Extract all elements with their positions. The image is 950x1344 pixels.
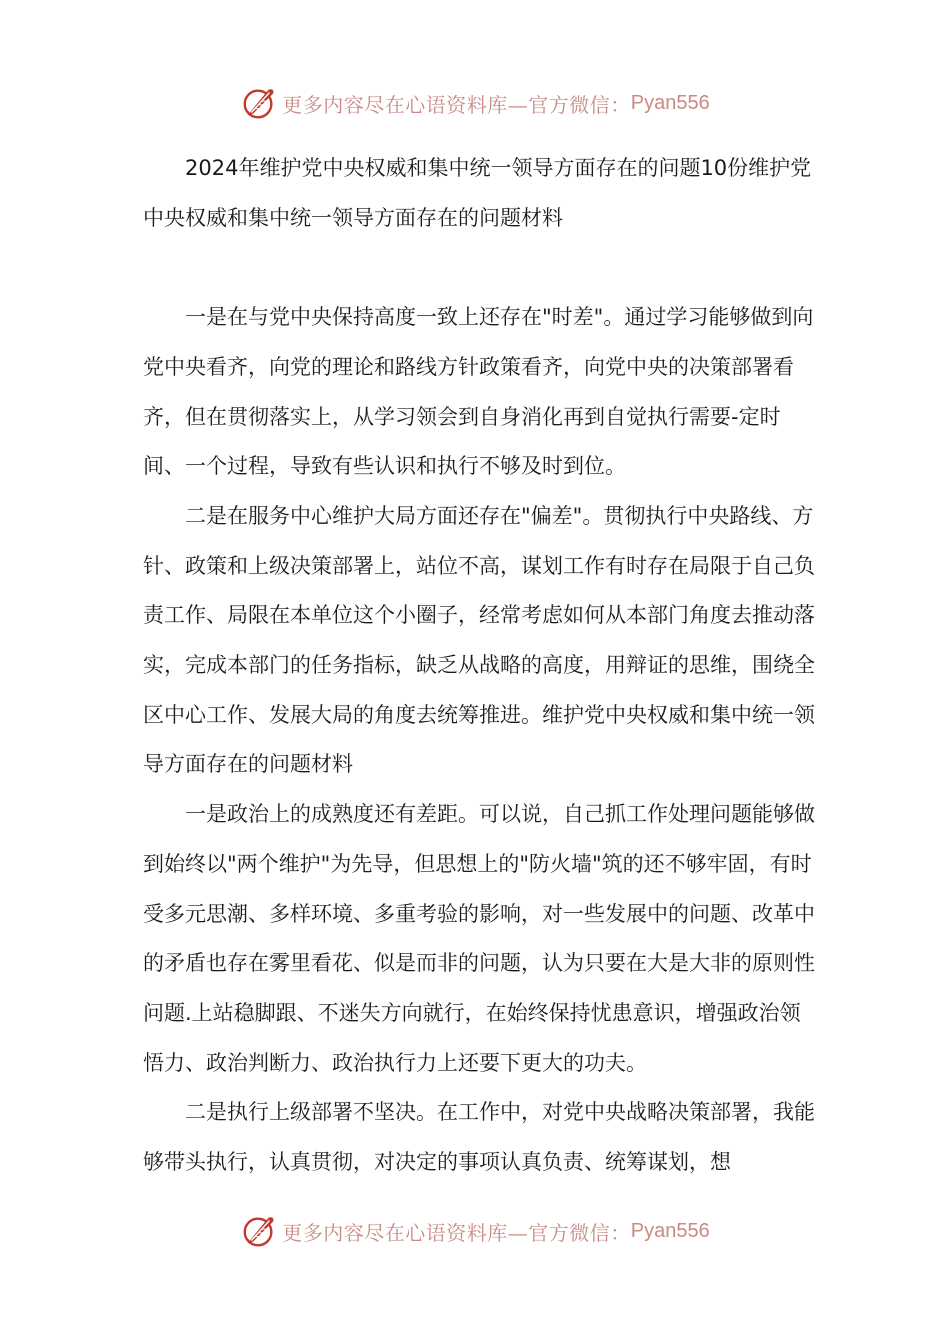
paragraph: 一是政治上的成熟度还有差距。可以说，自己抓工作处理问题能够做到始终以"两个维护"为先导，但思想上的"防火墙"筑的还不够牢固，有时受多元思潮、多样环境、多重考验的影响，对一些发展中的问题、改革中的矛盾也存在雾里看花、似是而非的问题，认为只要在大是大非的原则性问题.上站稳脚跟、不迷失方向就行，在始终保持忧患意识，增强政治领悟力、政治判断力、政治执行力上还要下更大的功夫。 (143, 802, 815, 1075)
banner-wechat-id: Pyan556 (630, 91, 710, 114)
footer-watermark-banner (0, 1209, 950, 1253)
header-watermark-banner (0, 81, 950, 125)
paragraph: 二是在服务中心维护大局方面还存在"偏差"。贯彻执行中央路线、方针、政策和上级决策部署上，站位不高，谋划工作有时存在局限于自己负责工作、局限在本单位这个小圈子，经常考虑如何从本部门角度去推动落实，完成本部门的任务指标，缺乏从战略的高度，用辩证的思维，围绕全区中心工作、发展大局的角度去统筹推进。维护党中央权威和集中统一领导方面存在的问题材料 (143, 503, 815, 777)
feather-pen-logo-icon (240, 1212, 278, 1250)
paragraph: 一是在与党中央保持高度一致上还存在"时差"。通过学习能够做到向党中央看齐，向党的理论和路线方针政策看齐，向党中央的决策部署看齐，但在贯彻落实上，从学习领会到自身消化再到自觉执行需要-定时间、一个过程，导致有些认识和执行不够及时到位。 (143, 305, 814, 479)
document-title: 2024年维护党中央权威和集中统一领导方面存在的问题10份维护党中央权威和集中统一领导方面存在的问题材料 (143, 156, 812, 230)
banner-text: 更多内容尽在心语资料库—官方微信： (282, 92, 631, 117)
feather-pen-logo-icon (240, 84, 278, 122)
banner-wechat-id: Pyan556 (630, 1219, 710, 1242)
document-body (143, 144, 819, 1188)
paragraph: 二是执行上级部署不坚决。在工作中，对党中央战略决策部署，我能够带头执行，认真贯彻，对决定的事项认真负责、统筹谋划，想 (143, 1100, 815, 1175)
banner-text: 更多内容尽在心语资料库—官方微信： (282, 1220, 631, 1245)
